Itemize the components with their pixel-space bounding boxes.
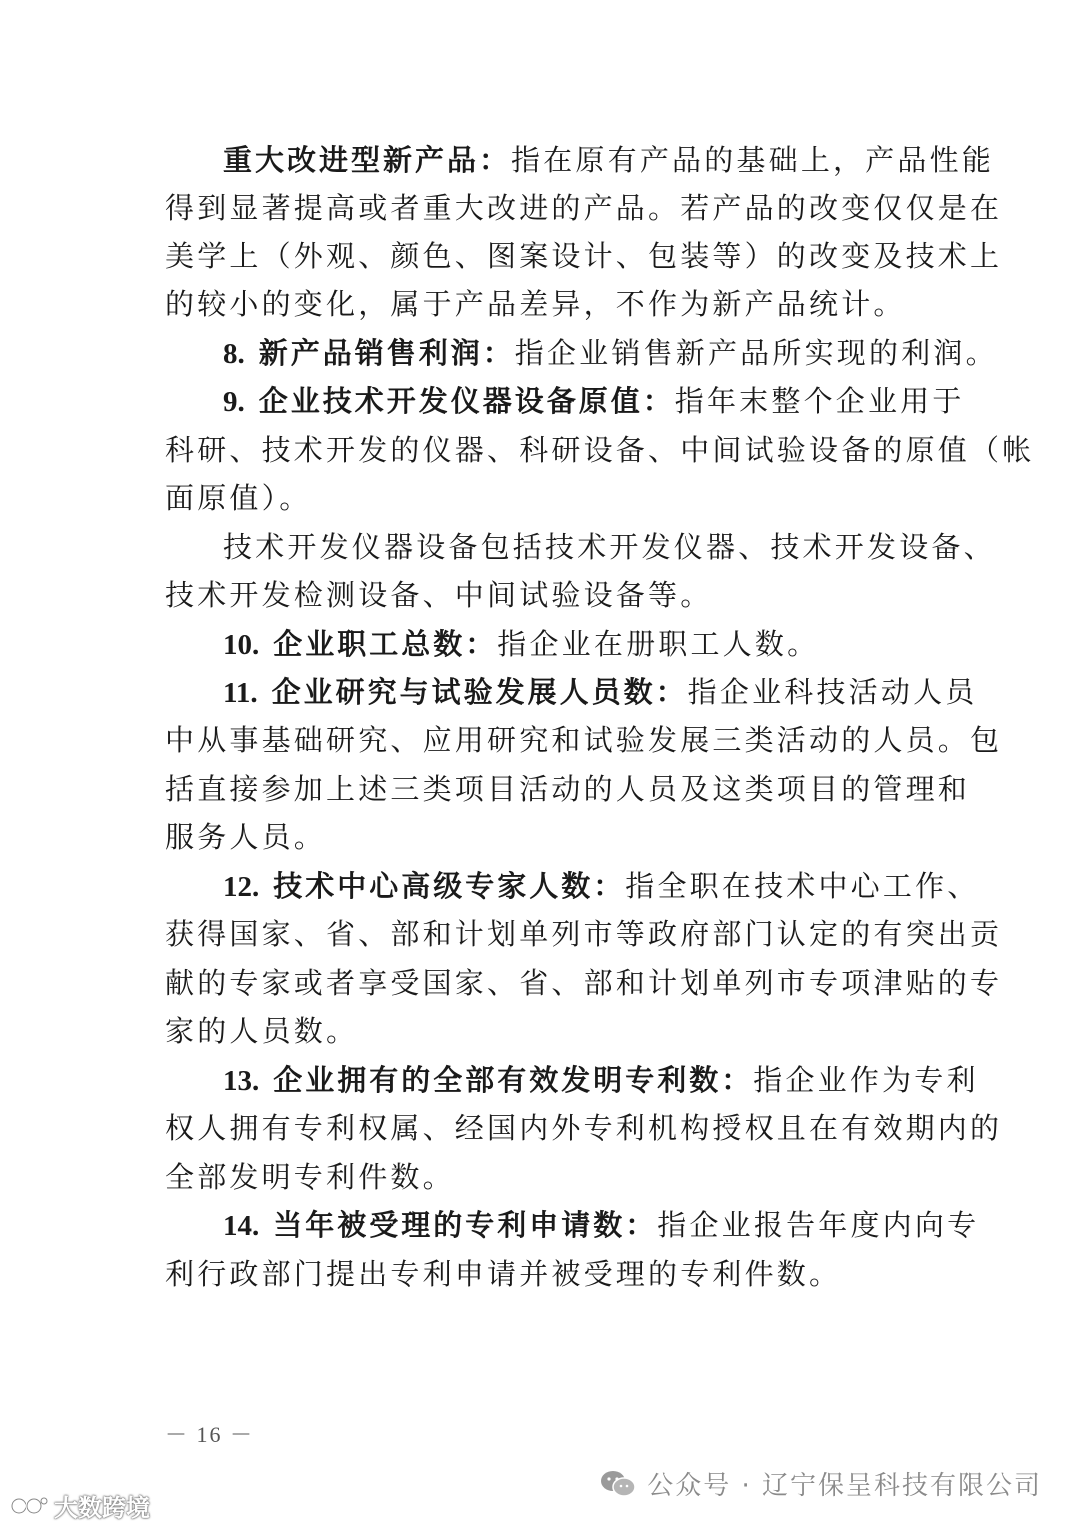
item-number: 13. [223, 1065, 260, 1097]
text-line [165, 236, 1002, 276]
text-line [165, 188, 1002, 228]
term-label: 新产品销售利润： [258, 336, 515, 370]
logo-icon [10, 1493, 50, 1519]
text-line [165, 430, 1034, 470]
item-number: 11. [223, 677, 258, 709]
text-line [165, 1157, 455, 1197]
text-line [223, 672, 977, 713]
text-line [223, 381, 965, 422]
line-text: 服务人员。 [165, 820, 327, 854]
text-line [223, 1205, 979, 1246]
line-text: 利行政部门提出专利申请并被受理的专利件数。 [165, 1257, 842, 1291]
term-label: 技术中心高级专家人数： [273, 869, 626, 903]
text-line [223, 140, 994, 180]
line-text: 全部发明专利件数。 [165, 1160, 455, 1194]
text-line [165, 1254, 841, 1294]
line-text: 括直接参加上述三类项目活动的人员及这类项目的管理和 [165, 772, 971, 806]
watermark-text: 公众号 · 辽宁保呈科技有限公司 [647, 1471, 1042, 1501]
item-number: 12. [223, 871, 260, 903]
text-line [165, 1108, 1002, 1148]
line-text: 得到显著提高或者重大改进的产品。若产品的改变仅仅是在 [165, 191, 1003, 225]
text-line [165, 1011, 358, 1051]
line-text: 指企业科技活动人员 [687, 675, 978, 709]
text-line [223, 527, 996, 567]
text-line [223, 1060, 979, 1101]
watermark-text: 大数跨境 [54, 1494, 150, 1522]
item-number: 8. [223, 338, 245, 370]
text-line [165, 963, 1002, 1003]
source-watermark [10, 1488, 150, 1523]
line-text: 指在原有产品的基础上，产品性能 [511, 143, 995, 177]
text-line [165, 914, 1002, 954]
line-text: 指全职在技术中心工作、 [625, 869, 980, 903]
line-text: 家的人员数。 [165, 1014, 359, 1048]
text-line [165, 817, 326, 857]
line-text: 技术开发仪器设备包括技术开发仪器、技术开发设备、 [223, 530, 996, 564]
text-line [165, 769, 970, 809]
line-text: 权人拥有专利权属、经国内外专利机构授权且在有效期内的 [165, 1111, 1003, 1145]
text-line [223, 866, 979, 907]
item-number: 10. [223, 629, 260, 661]
line-text: 获得国家、省、部和计划单列市等政府部门认定的有突出贡 [165, 917, 1003, 951]
text-line [165, 720, 1002, 760]
line-text: 指企业报告年度内向专 [657, 1208, 980, 1242]
term-label: 重大改进型新产品： [223, 143, 512, 177]
text-line [165, 575, 712, 615]
text-line [165, 284, 906, 324]
line-text: 指企业销售新产品所实现的利润。 [514, 336, 998, 370]
line-text: 指年末整个企业用于 [674, 384, 965, 418]
wechat-watermark [599, 1465, 1042, 1502]
line-text: 技术开发检测设备、中间试验设备等。 [165, 578, 713, 612]
line-text: 中从事基础研究、应用研究和试验发展三类活动的人员。包 [165, 723, 1003, 757]
item-number: 14. [223, 1210, 260, 1242]
item-number: 9. [223, 386, 245, 418]
page-number: － 16 － [165, 1422, 255, 1447]
term-label: 当年被受理的专利申请数： [273, 1208, 658, 1242]
text-line [223, 624, 819, 665]
line-text: 献的专家或者享受国家、省、部和计划单列市专项津贴的专 [165, 966, 1003, 1000]
term-label: 企业拥有的全部有效发明专利数： [273, 1063, 754, 1097]
term-label: 企业研究与试验发展人员数： [271, 675, 688, 709]
line-text: 面原值）。 [165, 481, 312, 515]
line-text: 指企业作为专利 [753, 1063, 979, 1097]
line-text: 美学上（外观、颜色、图案设计、包装等）的改变及技术上 [165, 239, 1003, 273]
wechat-icon [599, 1469, 637, 1499]
line-text: 的较小的变化，属于产品差异，不作为新产品统计。 [165, 287, 906, 321]
term-label: 企业技术开发仪器设备原值： [258, 384, 675, 418]
line-text: 指企业在册职工人数。 [497, 627, 820, 661]
line-text: 科研、技术开发的仪器、科研设备、中间试验设备的原值（帐 [165, 433, 1035, 467]
term-label: 企业职工总数： [273, 627, 498, 661]
text-line [223, 333, 998, 374]
text-line [165, 478, 312, 518]
